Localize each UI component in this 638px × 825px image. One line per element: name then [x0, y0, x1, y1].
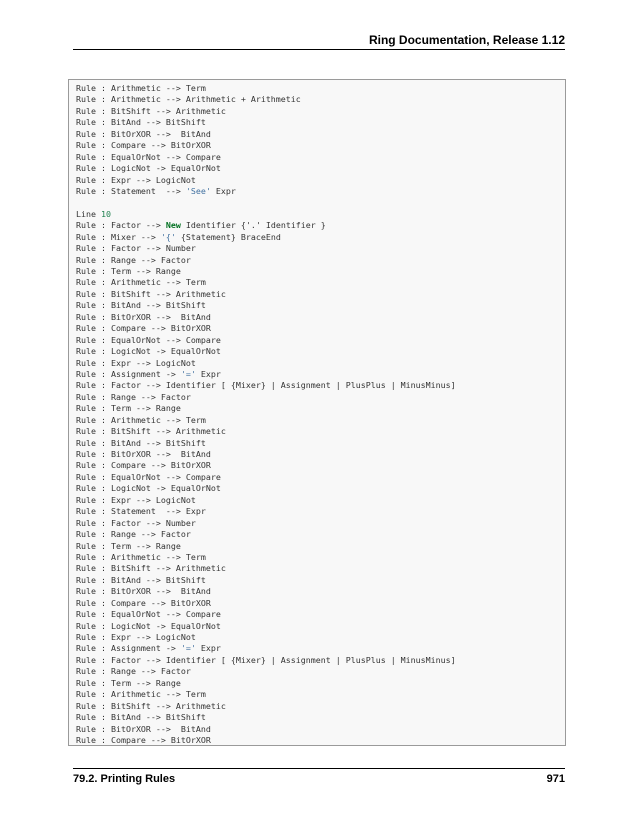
- code-line: [76, 403, 565, 414]
- code-token: Rule : BitShift --> Arithmetic: [76, 700, 226, 711]
- code-token: Rule : EqualOrNot --> Compare: [76, 609, 221, 620]
- code-token: Identifier {'.' Identifier }: [180, 220, 326, 231]
- code-line: [76, 415, 565, 426]
- code-line: [76, 209, 565, 220]
- code-line: [76, 426, 565, 437]
- code-line: [76, 666, 565, 677]
- code-line: [76, 369, 565, 380]
- code-token: Expr: [195, 368, 221, 379]
- code-token: Rule : LogicNot -> EqualOrNot: [76, 483, 221, 494]
- code-line: [76, 575, 565, 586]
- code-token: Rule : Expr --> LogicNot: [76, 494, 196, 505]
- code-token: '{': [160, 231, 176, 242]
- code-token: Rule : BitAnd --> BitShift: [76, 300, 206, 311]
- code-line: [76, 678, 565, 689]
- code-line: [76, 518, 565, 529]
- page-number: 971: [546, 773, 565, 785]
- code-token: Rule : Statement --> Expr: [76, 506, 206, 517]
- code-token: Rule : Arithmetic --> Term: [76, 83, 206, 93]
- code-token: Rule : BitShift --> Arithmetic: [76, 426, 226, 437]
- code-token: Rule : Range --> Factor: [76, 391, 191, 402]
- code-token: Rule : Expr --> LogicNot: [76, 357, 196, 368]
- code-line: [76, 243, 565, 254]
- code-line: [76, 495, 565, 506]
- code-line: [76, 586, 565, 597]
- code-token: '=': [180, 368, 196, 379]
- code-token: Rule : Arithmetic --> Term: [76, 551, 206, 562]
- code-token: Rule : Compare --> BitOrXOR: [76, 140, 211, 151]
- code-token: Rule : Factor -->: [76, 220, 166, 231]
- code-token: Rule : Compare --> BitOrXOR: [76, 460, 211, 471]
- code-token: Rule : LogicNot -> EqualOrNot: [76, 346, 221, 357]
- code-line: [76, 598, 565, 609]
- code-line: [76, 621, 565, 632]
- code-block: [68, 79, 566, 746]
- code-token: Rule : Mixer -->: [76, 231, 161, 242]
- code-token: Rule : Statement -->: [76, 185, 186, 196]
- footer-section-title: 79.2. Printing Rules: [73, 773, 176, 785]
- code-line: [76, 380, 565, 391]
- code-token: Rule : BitOrXOR --> BitAnd: [76, 449, 211, 459]
- code-token: Rule : LogicNot -> EqualOrNot: [76, 163, 221, 174]
- code-line: [76, 289, 565, 300]
- code-line: [76, 724, 565, 735]
- code-token: Rule : BitOrXOR --> BitAnd: [76, 723, 211, 734]
- code-line: [76, 152, 565, 163]
- code-token: Rule : Factor --> Identifier [ {Mixer} | Assignment | PlusPlus | MinusMinus]: [76, 654, 456, 665]
- code-token: Rule : EqualOrNot --> Compare: [76, 471, 221, 482]
- code-line: [76, 438, 565, 449]
- code-token: Rule : BitShift --> Arithmetic: [76, 288, 226, 299]
- code-line: [76, 460, 565, 471]
- code-token: Rule : BitOrXOR --> BitAnd: [76, 311, 211, 322]
- code-token: Rule : BitShift --> Arithmetic: [76, 563, 226, 574]
- code-token: Rule : BitAnd --> BitShift: [76, 574, 206, 585]
- code-line: [76, 94, 565, 105]
- code-token: Rule : BitAnd --> BitShift: [76, 712, 206, 723]
- code-line: [76, 472, 565, 483]
- code-line: [76, 358, 565, 369]
- code-line: [76, 255, 565, 266]
- code-token: Line: [76, 208, 101, 219]
- code-line: [76, 552, 565, 563]
- code-token: Rule : Arithmetic --> Arithmetic + Arithmetic: [76, 94, 301, 105]
- code-token: Rule : Compare --> BitOrXOR: [76, 323, 211, 334]
- code-line: [76, 701, 565, 712]
- code-line: [76, 655, 565, 666]
- code-token: Rule : EqualOrNot --> Compare: [76, 334, 221, 345]
- code-line: [76, 541, 565, 552]
- code-line: [76, 106, 565, 117]
- code-token: Rule : Factor --> Number: [76, 243, 196, 254]
- code-line: [76, 175, 565, 186]
- code-token: Rule : BitOrXOR --> BitAnd: [76, 586, 211, 597]
- code-token: Rule : Arithmetic --> Term: [76, 277, 206, 288]
- code-token: Rule : Factor --> Identifier [ {Mixer} | Assignment | PlusPlus | MinusMinus]: [76, 380, 456, 391]
- code-line: [76, 392, 565, 403]
- code-token: Rule : Compare --> BitOrXOR: [76, 734, 211, 745]
- code-token: Expr: [195, 643, 221, 654]
- code-token: Rule : Arithmetic --> Term: [76, 414, 206, 425]
- code-line: [76, 312, 565, 323]
- code-line: [76, 163, 565, 174]
- code-token: Rule : Arithmetic --> Term: [76, 689, 206, 700]
- code-token: Rule : Range --> Factor: [76, 254, 191, 265]
- code-line: [76, 335, 565, 346]
- code-token: New: [165, 220, 181, 231]
- code-line: [76, 506, 565, 517]
- header-divider: [73, 49, 565, 50]
- code-line: [76, 712, 565, 723]
- code-token: Rule : Factor --> Number: [76, 517, 196, 528]
- page-header-title: Ring Documentation, Release 1.12: [368, 33, 565, 47]
- code-line: [76, 563, 565, 574]
- code-line: [76, 735, 565, 746]
- code-token: 'See': [185, 185, 211, 196]
- code-line: [76, 609, 565, 620]
- code-token: Rule : BitOrXOR --> BitAnd: [76, 128, 211, 139]
- code-token: 10: [100, 208, 111, 219]
- code-line: [76, 689, 565, 700]
- code-token: Rule : Range --> Factor: [76, 529, 191, 540]
- code-token: Rule : Expr --> LogicNot: [76, 174, 196, 185]
- code-line: [76, 129, 565, 140]
- code-token: Rule : BitAnd --> BitShift: [76, 117, 206, 128]
- code-line: [76, 643, 565, 654]
- code-token: Expr: [210, 185, 236, 196]
- code-token: Rule : Assignment ->: [76, 368, 181, 379]
- code-token: Rule : EqualOrNot --> Compare: [76, 151, 221, 162]
- code-line: [76, 277, 565, 288]
- code-line: [76, 300, 565, 311]
- code-line: [76, 186, 565, 197]
- code-token: Rule : Range --> Factor: [76, 666, 191, 677]
- code-token: '=': [180, 643, 196, 654]
- code-token: Rule : Term --> Range: [76, 677, 181, 688]
- code-token: {Statement} BraceEnd: [175, 231, 281, 242]
- code-token: Rule : BitAnd --> BitShift: [76, 437, 206, 448]
- code-token: Rule : Compare --> BitOrXOR: [76, 597, 211, 608]
- code-line: [76, 232, 565, 243]
- code-line: [76, 197, 565, 208]
- code-token: Rule : Term --> Range: [76, 266, 181, 276]
- code-line: [76, 83, 565, 94]
- code-token: Rule : LogicNot -> EqualOrNot: [76, 620, 221, 631]
- code-line: [76, 529, 565, 540]
- code-line: [76, 449, 565, 460]
- code-token: Rule : Term --> Range: [76, 403, 181, 414]
- code-token: Rule : Term --> Range: [76, 540, 181, 551]
- code-token: Rule : Assignment ->: [76, 643, 181, 654]
- code-line: [76, 346, 565, 357]
- code-line: [76, 220, 565, 231]
- code-line: [76, 117, 565, 128]
- code-token: Rule : BitShift --> Arithmetic: [76, 105, 226, 116]
- code-line: [76, 266, 565, 277]
- code-line: [76, 323, 565, 334]
- code-line: [76, 483, 565, 494]
- footer-divider: [73, 768, 565, 769]
- code-line: [76, 632, 565, 643]
- code-line: [76, 140, 565, 151]
- code-token: Rule : Expr --> LogicNot: [76, 632, 196, 642]
